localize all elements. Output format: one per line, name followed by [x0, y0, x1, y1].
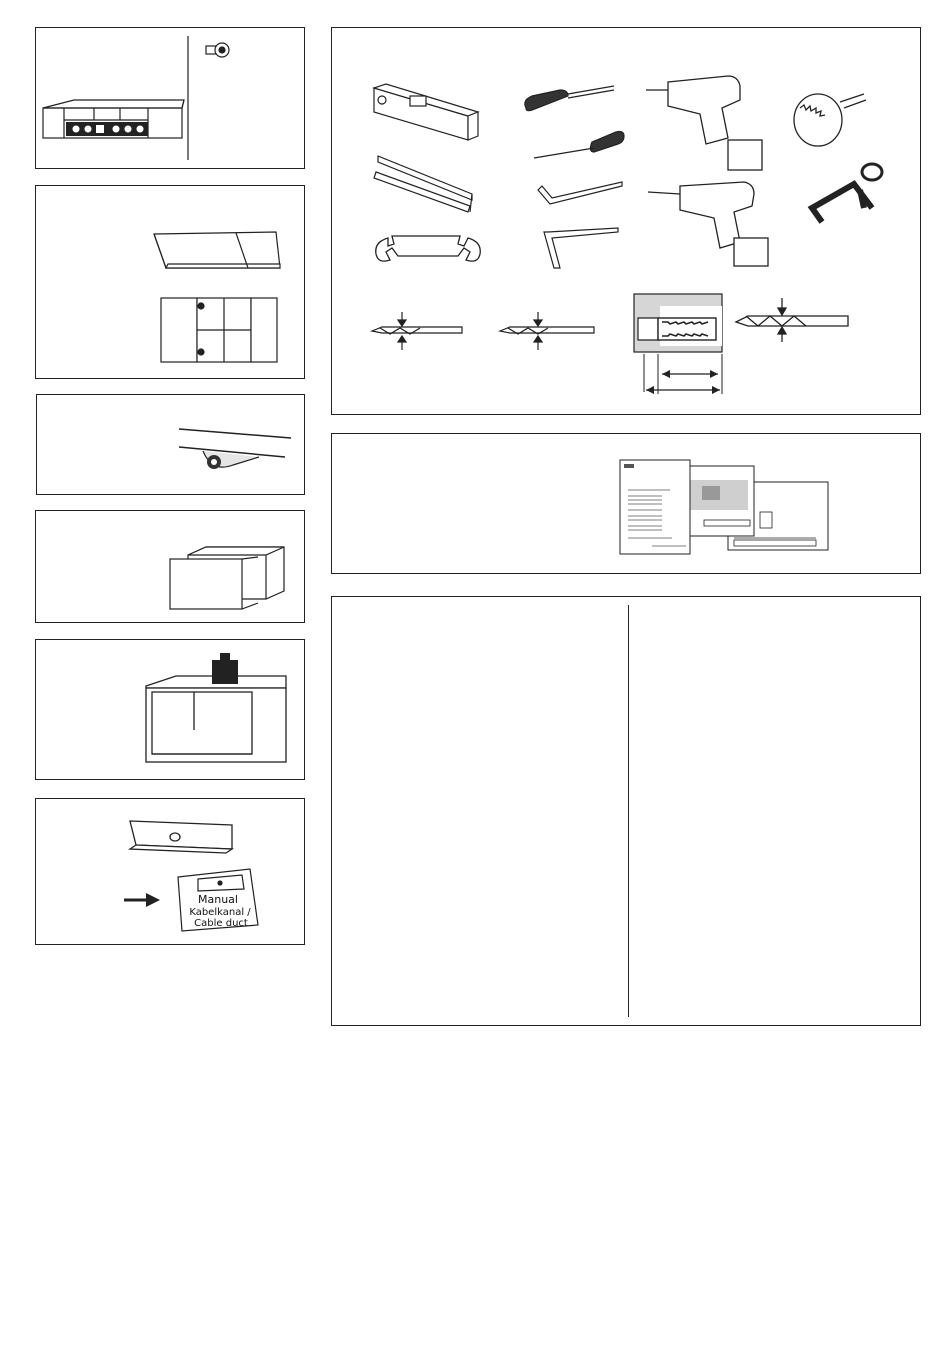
screw-icon	[206, 43, 229, 57]
hinge-fitting-icon	[37, 395, 306, 496]
folding-rule-icon	[374, 156, 472, 212]
column-divider	[628, 605, 629, 1017]
panel-unit-overview	[35, 27, 305, 169]
assembly-instructions-icon	[332, 434, 922, 575]
load-weight-icon	[36, 640, 306, 781]
hex-key-icon	[538, 182, 622, 204]
double-door-cabinet-icon	[161, 298, 277, 362]
cable-duct-icon	[130, 821, 232, 853]
c-clamp-icon	[812, 164, 882, 222]
panel-cable-duct	[35, 798, 305, 945]
panel-text-columns	[331, 596, 921, 1026]
flap-door-cabinet-icon	[154, 232, 280, 268]
cable-duct-label-line2: Cable duct	[194, 918, 248, 929]
drill-bit-icon	[500, 312, 594, 350]
panel-load	[35, 639, 305, 780]
panel-fitting	[36, 394, 305, 495]
arrow-right-icon	[124, 893, 160, 907]
hole-saw-icon	[794, 94, 866, 146]
panel-drawer	[35, 510, 305, 623]
open-wrench-icon	[376, 236, 481, 261]
panel-tools	[331, 27, 921, 415]
cable-duct-label-line1: Kabelkanal /	[189, 907, 251, 918]
drill-bit-icon	[736, 298, 848, 342]
slotted-screwdriver-icon	[525, 86, 614, 111]
cordless-drill-icon	[646, 76, 762, 170]
drill-bit-icon	[372, 312, 462, 350]
hex-key-icon	[544, 228, 618, 268]
panel-documents	[331, 433, 921, 574]
panel-cabinet-types	[35, 185, 305, 379]
wall-plug-icon	[634, 294, 722, 394]
drawer-box-icon	[36, 511, 306, 624]
spirit-level-icon	[374, 84, 478, 140]
phillips-screwdriver-icon	[534, 132, 624, 159]
manual-label: Manual	[198, 893, 238, 906]
tv-unit-icon	[36, 28, 306, 170]
cordless-drill-icon	[648, 182, 768, 266]
